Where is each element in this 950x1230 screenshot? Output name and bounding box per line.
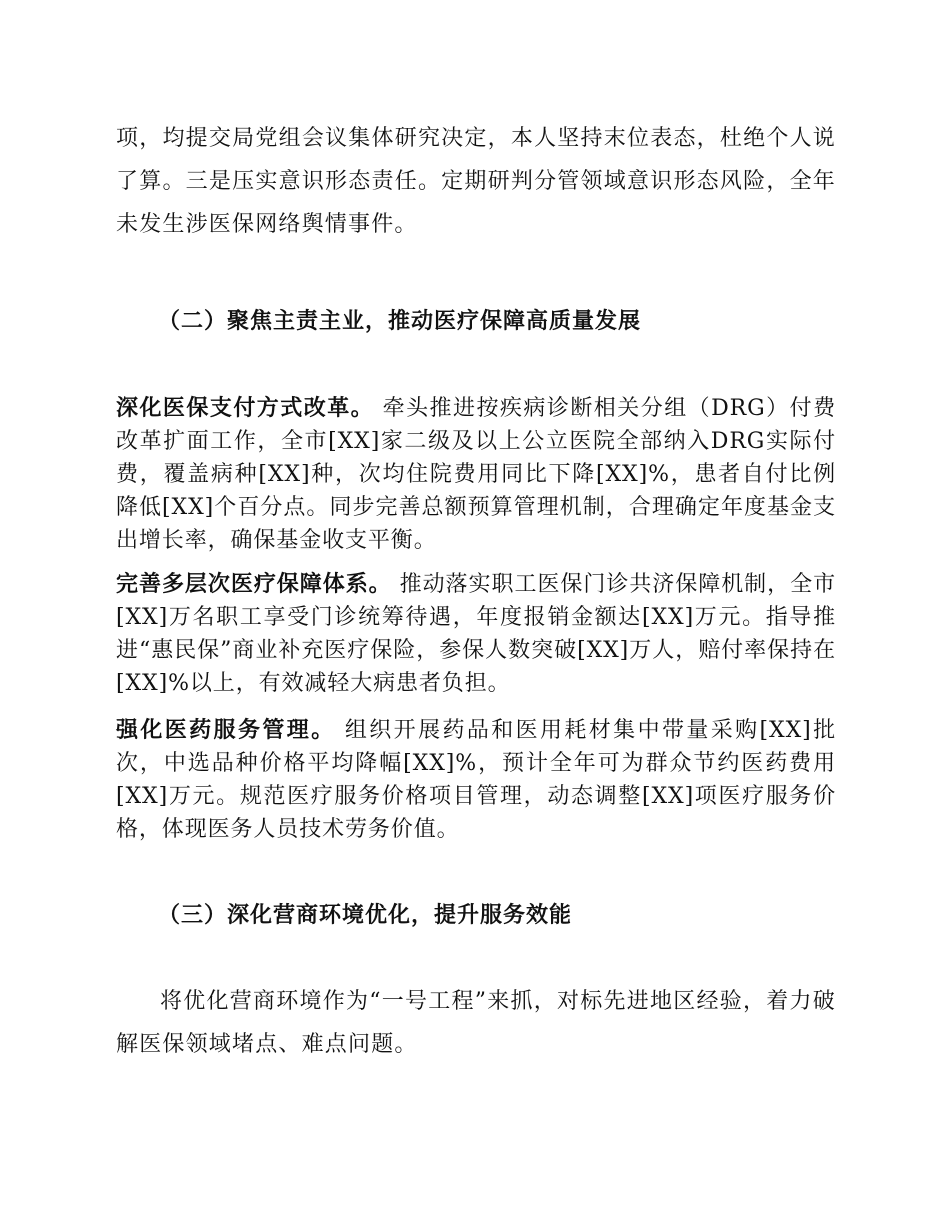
item-lead: 深化医保支付方式改革。 (116, 395, 375, 421)
item-pharma-management (116, 714, 836, 846)
item-lead: 强化医药服务管理。 (116, 717, 336, 743)
item-text: 牵头推进按疾病诊断相关分组（DRG）付费改革扩面工作，全市[XX]家二级及以上公立医院全部纳入DRG实际付费，覆盖病种[XX]种，次均住院费用同比下降[XX]%，患者自付比例降低[XX]个百分点。同步完善总额预算管理机制，合理确定年度基金支出增长率，确保基金收支平衡。 (116, 396, 837, 553)
section-heading-3: （三）深化营商环境优化，提升服务效能 (158, 902, 573, 928)
section-heading-2: （二）聚焦主责主业，推动医疗保障高质量发展 (158, 308, 642, 334)
item-payment-reform (116, 392, 836, 557)
opening-paragraph: 项，均提交局党组会议集体研究决定，本人坚持末位表态，杜绝个人说了算。三是压实意识形态责任。定期研判分管领域意识形态风险，全年未发生涉医保网络舆情事件。 (116, 126, 836, 237)
section3-paragraph: 将优化营商环境作为“一号工程”来抓，对标先进地区经验，着力破解医保领域堵点、难点问题。 (116, 989, 836, 1057)
item-text: 推动落实职工医保门诊共济保障机制，全市[XX]万名职工享受门诊统筹待遇，年度报销金额达[XX]万元。指导推进“惠民保”商业补充医疗保险，参保人数突破[XX]万人，赔付率保持在[XX]%以上，有效减轻大病患者负担。 (116, 572, 836, 696)
item-text: 组织开展药品和医用耗材集中带量采购[XX]批次，中选品种价格平均降幅[XX]%，预计全年可为群众节约医药费用[XX]万元。规范医疗服务价格项目管理，动态调整[XX]项医疗服务价格，体现医务人员技术劳务价值。 (116, 718, 836, 842)
item-multilevel-security (116, 568, 836, 700)
item-lead: 完善多层次医疗保障体系。 (116, 571, 392, 597)
